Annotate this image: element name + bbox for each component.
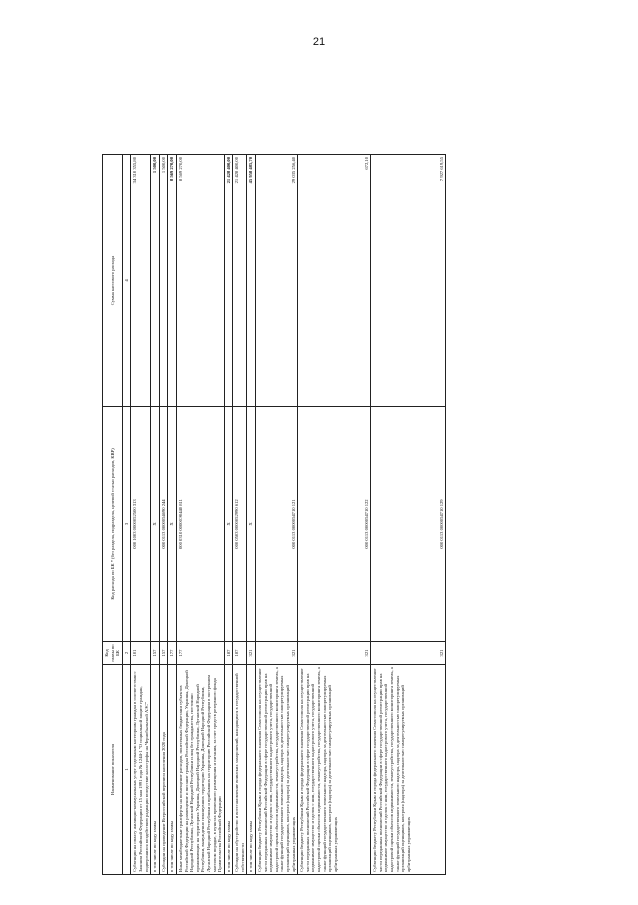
row-code: 187 xyxy=(224,642,233,665)
rotated-table-frame xyxy=(102,157,533,875)
row-kbk: 000 0503 0000052990 612 xyxy=(233,407,247,642)
row-kbk: 000 1003 0000052500 313 xyxy=(131,407,151,642)
row-name: в том числе по коду главы xyxy=(168,665,177,875)
row-kbk: 000 0113 0000054710 129 xyxy=(371,407,446,642)
table-row xyxy=(233,155,247,875)
row-code: 177 xyxy=(176,642,224,665)
table-row xyxy=(371,155,446,875)
col-num-1: 1 xyxy=(122,665,131,875)
row-sum: 45 958 485,70 xyxy=(247,155,256,407)
column-number-row xyxy=(122,155,131,875)
header-kbk: Код расхода по БК * (без раздела, подраздела, целевой статьи расходов, КВР) xyxy=(103,407,123,642)
row-sum: 1 500,00 xyxy=(159,155,168,407)
table-row xyxy=(131,155,151,875)
row-name: Иные межбюджетные трансферты на возмещение расходов, понесенных бюджетами субъектов Российской Федерации на размещение и питание граждан Российской Федерации, Украины, Донецкой Народной Республики, Луганской Народной Республики и лиц без гражданства, постоянно проживающих на территориях Украины, Донецкой Народной Республики, Луганской Народной Республики, вынужденно покинувших территории Украины, Донецкой Народной Республики, Луганской Народной Республики и прибывших на территорию Российской Федерации в экстренном массовом порядке, в пунктах временного размещения и питания, за счет средств резервного фонда Правительства Российской Федерации xyxy=(176,665,224,875)
row-sum: 34 310 355,80 xyxy=(131,155,151,407)
row-code: 157 xyxy=(151,642,160,665)
table-row xyxy=(159,155,168,875)
row-code: 321 xyxy=(256,642,298,665)
table-row xyxy=(298,155,371,875)
row-sum: 1 500,00 xyxy=(151,155,160,407)
row-sum: 21 428 400,00 xyxy=(224,155,233,407)
table-row xyxy=(176,155,224,875)
row-name: Субсидии на проведение Всероссийской переписи населения 2020 года xyxy=(159,665,168,875)
table-row xyxy=(224,155,233,875)
row-name: Субсидии на обустройство и восстановление воинских захоронений, находящихся в государственной собственности xyxy=(233,665,247,875)
row-name: Субвенции бюджету Республики Крым и города федерального значения Севастополя на осуществление части переданных полномочий Российской Федерации в сфере государственной регистрации прав на недвижимое имущество и сделок с ним, государственного кадастрового учета, государственной кадастровой оценки объектов недвижимости, землеустройства, государственного мониторинга земель, а также функций государственного земельного надзора, надзора за деятельностью саморегулируемых организаций оценщиков, контроля (надзора) за деятельностью саморегулируемых организаций арбитражных управляющих xyxy=(371,665,446,875)
row-code: 187 xyxy=(233,642,247,665)
row-name: Субвенции бюджету Республики Крым и города федерального значения Севастополя на осуществление части переданных полномочий Российской Федерации в сфере государственной регистрации прав на недвижимое имущество и сделок с ним, государственного кадастрового учета, государственной кадастровой оценки объектов недвижимости, землеустройства, государственного мониторинга земель, а также функций государственного земельного надзора, надзора за деятельностью саморегулируемых организаций оценщиков, контроля (надзора) за деятельностью саморегулируемых организаций арбитражных управляющих xyxy=(256,665,298,875)
row-kbk: X xyxy=(151,407,160,642)
table-row xyxy=(247,155,256,875)
col-num-4: 4 xyxy=(122,155,131,407)
row-sum: 8 569 270,00 xyxy=(168,155,177,407)
row-code: 321 xyxy=(371,642,446,665)
row-kbk: X xyxy=(168,407,177,642)
row-name: Субвенции бюджету Республики Крым и города федерального значения Севастополя на осуществление части переданных полномочий Российской Федерации в сфере государственной регистрации прав на недвижимое имущество и сделок с ним, государственного кадастрового учета, государственной кадастровой оценки объектов недвижимости, землеустройства, государственного мониторинга земель, а также функций государственного земельного надзора, надзора за деятельностью саморегулируемых организаций оценщиков, контроля (надзора) за деятельностью саморегулируемых организаций арбитражных управляющих xyxy=(298,665,371,875)
row-kbk: 000 0113 0000054690 244 xyxy=(159,407,168,642)
row-name: в том числе по коду главы xyxy=(224,665,233,875)
row-sum: 21 428 400,00 xyxy=(233,155,247,407)
page-number: 21 xyxy=(312,36,326,48)
row-sum: 29 035 256,40 xyxy=(256,155,298,407)
header-sum: Сумма кассового расхода xyxy=(103,155,123,407)
row-kbk: 000 0113 0000054710 122 xyxy=(298,407,371,642)
row-code: 321 xyxy=(298,642,371,665)
col-num-3: 3 xyxy=(122,407,131,642)
header-name: Наименование показателя xyxy=(103,665,123,875)
row-code: 157 xyxy=(159,642,168,665)
row-code: 177 xyxy=(168,642,177,665)
col-num-2: 2 xyxy=(122,642,131,665)
row-kbk: X xyxy=(247,407,256,642)
table-row xyxy=(151,155,160,875)
row-sum: 8 569 270,00 xyxy=(176,155,224,407)
row-name: в том числе по коду главы xyxy=(151,665,160,875)
row-code: 101 xyxy=(131,642,151,665)
row-kbk: 000 0310 00000Э0440 811 xyxy=(176,407,224,642)
row-sum: 672,10 xyxy=(298,155,371,407)
table-row xyxy=(168,155,177,875)
table-row xyxy=(256,155,298,875)
row-code: 321 xyxy=(247,642,256,665)
row-sum: 7 927 619,55 xyxy=(371,155,446,407)
row-kbk: X xyxy=(224,407,233,642)
row-name: Субвенции на оплату жилищно-коммунальных услуг отдельным категориям граждан в соответствии с Законом Российской Федерации от 15 мая 1991 года № 1244-1 "О социальной защите граждан, подвергшихся воздействию радиации вследствие катастрофы на Чернобыльской АЭС" xyxy=(131,665,151,875)
row-name: в том числе по коду главы xyxy=(247,665,256,875)
expense-table xyxy=(102,154,446,875)
row-kbk: 000 0113 0000054710 121 xyxy=(256,407,298,642)
table-header-row xyxy=(103,155,123,875)
header-code: Код главы по БК xyxy=(103,642,123,665)
